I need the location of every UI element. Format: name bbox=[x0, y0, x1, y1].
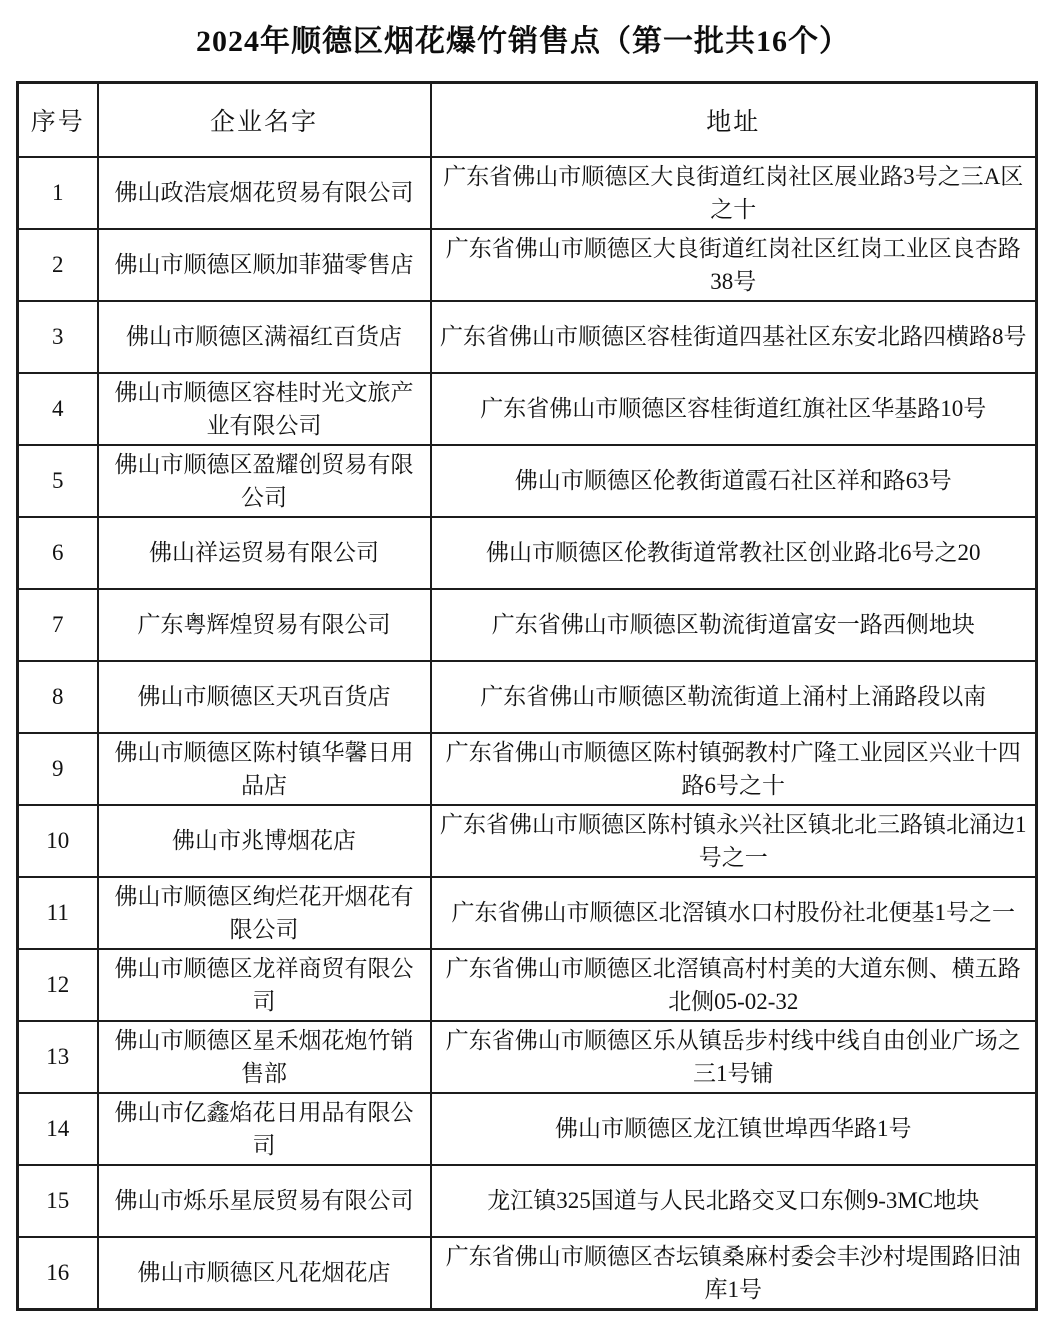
table-row bbox=[18, 1165, 1037, 1237]
table-row bbox=[18, 445, 1037, 517]
table-row bbox=[18, 661, 1037, 733]
row-number-cell: 7 bbox=[18, 589, 98, 661]
table-row bbox=[18, 877, 1037, 949]
address-cell: 广东省佛山市顺德区容桂街道红旗社区华基路10号 bbox=[431, 373, 1037, 445]
row-number-cell: 1 bbox=[18, 157, 98, 229]
company-name-cell: 佛山市顺德区绚烂花开烟花有限公司 bbox=[98, 877, 431, 949]
table-row bbox=[18, 373, 1037, 445]
row-number-cell: 5 bbox=[18, 445, 98, 517]
address-cell: 广东省佛山市顺德区乐从镇岳步村线中线自由创业广场之三1号铺 bbox=[431, 1021, 1037, 1093]
table-row bbox=[18, 229, 1037, 301]
page-title: 2024年顺德区烟花爆竹销售点（第一批共16个） bbox=[196, 25, 850, 58]
table-row bbox=[18, 1021, 1037, 1093]
address-cell: 佛山市顺德区伦教街道常教社区创业路北6号之20 bbox=[431, 517, 1037, 589]
company-name-cell: 佛山市顺德区天巩百货店 bbox=[98, 661, 431, 733]
address-cell: 广东省佛山市顺德区北滘镇高村村美的大道东侧、横五路北侧05-02-32 bbox=[431, 949, 1037, 1021]
table-row bbox=[18, 157, 1037, 229]
company-name-cell: 佛山市顺德区满福红百货店 bbox=[98, 301, 431, 373]
company-name-cell: 佛山市顺德区顺加菲猫零售店 bbox=[98, 229, 431, 301]
table-row bbox=[18, 805, 1037, 877]
table-row bbox=[18, 1093, 1037, 1165]
address-cell: 佛山市顺德区龙江镇世埠西华路1号 bbox=[431, 1093, 1037, 1165]
address-cell: 广东省佛山市顺德区陈村镇永兴社区镇北北三路镇北涌边1号之一 bbox=[431, 805, 1037, 877]
table-row bbox=[18, 1237, 1037, 1310]
header-address: 地址 bbox=[431, 83, 1037, 157]
row-number-cell: 3 bbox=[18, 301, 98, 373]
row-number-cell: 9 bbox=[18, 733, 98, 805]
table-row bbox=[18, 517, 1037, 589]
header-company-name: 企业名字 bbox=[98, 83, 431, 157]
address-cell: 广东省佛山市顺德区杏坛镇桑麻村委会丰沙村堤围路旧油库1号 bbox=[431, 1237, 1037, 1310]
company-name-cell: 广东粤辉煌贸易有限公司 bbox=[98, 589, 431, 661]
row-number-cell: 15 bbox=[18, 1165, 98, 1237]
company-name-cell: 佛山祥运贸易有限公司 bbox=[98, 517, 431, 589]
address-cell: 龙江镇325国道与人民北路交叉口东侧9-3MC地块 bbox=[431, 1165, 1037, 1237]
row-number-cell: 11 bbox=[18, 877, 98, 949]
row-number-cell: 12 bbox=[18, 949, 98, 1021]
company-name-cell: 佛山市顺德区陈村镇华馨日用品店 bbox=[98, 733, 431, 805]
row-number-cell: 4 bbox=[18, 373, 98, 445]
table-row bbox=[18, 949, 1037, 1021]
company-name-cell: 佛山市顺德区盈耀创贸易有限公司 bbox=[98, 445, 431, 517]
address-cell: 广东省佛山市顺德区勒流街道上涌村上涌路段以南 bbox=[431, 661, 1037, 733]
company-name-cell: 佛山市亿鑫焰花日用品有限公司 bbox=[98, 1093, 431, 1165]
address-cell: 广东省佛山市顺德区容桂街道四基社区东安北路四横路8号 bbox=[431, 301, 1037, 373]
table-body bbox=[18, 157, 1037, 1310]
table-row bbox=[18, 589, 1037, 661]
row-number-cell: 2 bbox=[18, 229, 98, 301]
row-number-cell: 16 bbox=[18, 1237, 98, 1310]
header-serial-number: 序号 bbox=[18, 83, 98, 157]
company-name-cell: 佛山市顺德区星禾烟花炮竹销售部 bbox=[98, 1021, 431, 1093]
row-number-cell: 14 bbox=[18, 1093, 98, 1165]
row-number-cell: 6 bbox=[18, 517, 98, 589]
company-name-cell: 佛山市顺德区容桂时光文旅产业有限公司 bbox=[98, 373, 431, 445]
company-name-cell: 佛山市顺德区凡花烟花店 bbox=[98, 1237, 431, 1310]
address-cell: 广东省佛山市顺德区大良街道红岗社区展业路3号之三A区之十 bbox=[431, 157, 1037, 229]
company-name-cell: 佛山市烁乐星辰贸易有限公司 bbox=[98, 1165, 431, 1237]
company-name-cell: 佛山市兆博烟花店 bbox=[98, 805, 431, 877]
row-number-cell: 8 bbox=[18, 661, 98, 733]
address-cell: 广东省佛山市顺德区大良街道红岗社区红岗工业区良杏路38号 bbox=[431, 229, 1037, 301]
table-row bbox=[18, 301, 1037, 373]
row-number-cell: 13 bbox=[18, 1021, 98, 1093]
company-name-cell: 佛山市顺德区龙祥商贸有限公司 bbox=[98, 949, 431, 1021]
sales-points-table bbox=[16, 81, 1038, 1311]
address-cell: 广东省佛山市顺德区北滘镇水口村股份社北便基1号之一 bbox=[431, 877, 1037, 949]
table-row bbox=[18, 733, 1037, 805]
address-cell: 广东省佛山市顺德区勒流街道富安一路西侧地块 bbox=[431, 589, 1037, 661]
address-cell: 广东省佛山市顺德区陈村镇弼教村广隆工业园区兴业十四路6号之十 bbox=[431, 733, 1037, 805]
table-header-row bbox=[18, 83, 1037, 157]
address-cell: 佛山市顺德区伦教街道霞石社区祥和路63号 bbox=[431, 445, 1037, 517]
company-name-cell: 佛山政浩宸烟花贸易有限公司 bbox=[98, 157, 431, 229]
row-number-cell: 10 bbox=[18, 805, 98, 877]
